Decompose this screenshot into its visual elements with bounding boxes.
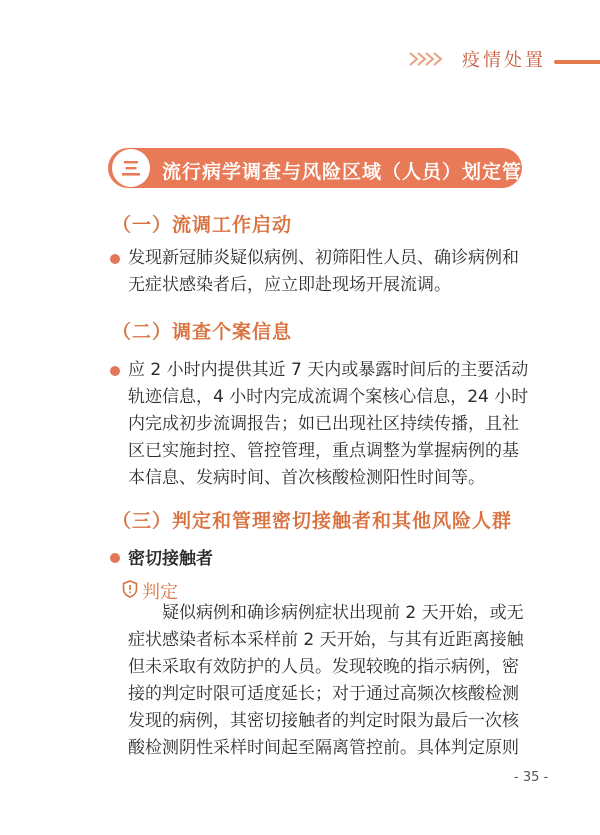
- paragraph-line: 但未采取有效防护的人员。发现较晚的指示病例，密: [128, 657, 519, 677]
- bullet-dot: [110, 553, 120, 563]
- subsection-heading-2: （二）调查个案信息: [112, 321, 293, 343]
- subsection-heading-1: （一）流调工作启动: [112, 214, 293, 236]
- bullet-dot: [110, 366, 120, 376]
- paragraph-line: 内完成初步流调报告；如已出现社区持续传播，且社: [128, 414, 519, 434]
- section-title: 流行病学调查与风险区域（人员）划定管控: [162, 161, 543, 183]
- paragraph-line: 症状感染者标本采样前 2 天开始，与其有近距离接触: [128, 630, 524, 650]
- paragraph-line: 酸检测阴性采样时间起至隔离管控前。具体判定原则: [128, 738, 519, 758]
- header-accent-bar: [554, 60, 600, 64]
- paragraph-line: 应 2 小时内提供其近 7 天内或暴露时间后的主要活动: [128, 360, 529, 380]
- equal-three-icon: [112, 149, 150, 187]
- header-title: 疫情处置: [462, 50, 546, 71]
- paragraph-line: 接的判定时限可适度延长；对于通过高频次核酸检测: [128, 684, 519, 704]
- paragraph-line: 无症状感染者后，应立即赴现场开展流调。: [128, 275, 451, 295]
- chevron-decoration-icon: [408, 50, 454, 68]
- paragraph-line: 发现新冠肺炎疑似病例、初筛阳性人员、确诊病例和: [128, 248, 519, 268]
- bullet-dot: [110, 254, 120, 264]
- paragraph-line: 疑似病例和确诊病例症状出现前 2 天开始，或无: [162, 603, 524, 623]
- paragraph-line: 区已实施封控、管控管理，重点调整为掌握病例的基: [128, 441, 519, 461]
- close-contacts-label: 密切接触者: [128, 549, 213, 569]
- paragraph-line: 轨迹信息，4 小时内完成流调个案核心信息，24 小时: [128, 387, 529, 407]
- page-number: - 35 -: [514, 770, 549, 785]
- shield-icon: [122, 580, 138, 598]
- subsection-heading-3: （三）判定和管理密切接触者和其他风险人群: [112, 510, 513, 532]
- criteria-title: 判定: [142, 582, 178, 603]
- paragraph-line: 发现的病例，其密切接触者的判定时限为最后一次核: [128, 711, 519, 731]
- paragraph-line: 本信息、发病时间、首次核酸检测阳性时间等。: [128, 468, 485, 488]
